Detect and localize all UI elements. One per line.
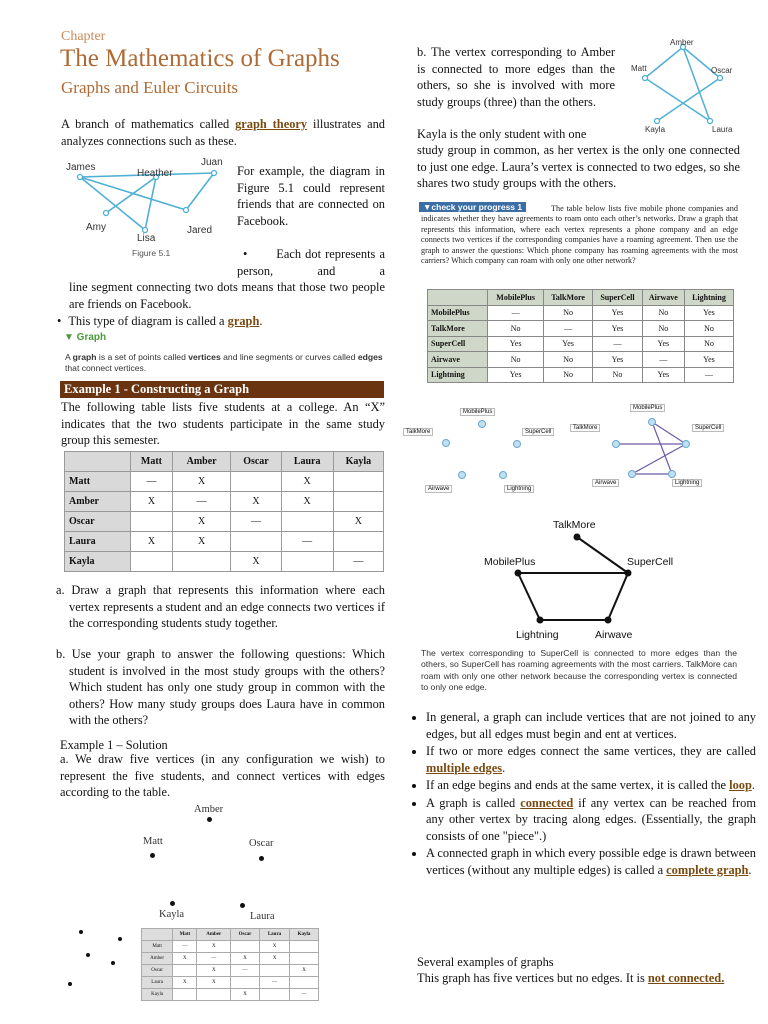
label-james: James [66,162,96,173]
roaming-table-cell: Yes [642,336,684,352]
mini-table-cell: X [259,953,289,965]
study-table-cell: X [172,472,231,492]
example1-intro: The following table lists five students at a college. An “X” indicates that the two students participate in the same study group this semester. [61,400,385,447]
graph-term: graph [227,314,260,328]
roaming-table-cell: Yes [684,352,733,368]
roaming-table-cell: — [684,367,733,383]
roaming-table-cell: No [684,321,733,337]
diagram-called-post: . [259,314,263,328]
roaming-table-col-header: Lightning [684,290,733,306]
label-heather: Heather [137,168,173,179]
roaming-table-cell: SuperCell [428,336,488,352]
study-table-cell [231,472,281,492]
mini-table-cell [173,965,197,977]
study-table-row [65,552,384,572]
pent-laura: Laura [712,125,733,134]
study-table-row [65,532,384,552]
pg1-mobileplus: MobilePlus [460,408,495,416]
mini-table-cell: X [197,941,231,953]
graph-definition-heading: ▼ Graph [64,332,107,343]
study-group-table [64,451,384,572]
roaming-table-row [428,321,734,337]
study-table-cell [131,512,173,532]
pg1-supercell: SuperCell [522,428,554,436]
study-table-col-header: Kayla [333,452,383,472]
roaming-table-col-header: MobilePlus [488,290,544,306]
example1-banner: Example 1 - Constructing a Graph [60,381,384,398]
pg1-lightning: Lightning [504,485,534,493]
pg2-mobileplus: MobilePlus [630,404,665,412]
pg2-lightning: Lightning [672,479,702,487]
roaming-table-cell: No [544,352,593,368]
study-table-col-header [65,452,131,472]
roaming-table-cell: Yes [684,305,733,321]
mini-table-cell: X [231,989,260,1001]
chapter-label: Chapter [61,29,106,44]
mini-table-cell [259,965,289,977]
roaming-answer-graph [500,525,670,640]
mini-table-row [142,953,319,965]
examples-heading: Several examples of graphs [417,955,554,969]
label-laura: Laura [250,911,275,922]
mini-table-cell [290,953,319,965]
vertex-james [78,175,83,180]
pent-kayla: Kayla [645,125,666,134]
roaming-table-cell: Yes [593,305,643,321]
roaming-table-cell: No [642,321,684,337]
study-table-cell: — [131,472,173,492]
roaming-table-cell: No [684,336,733,352]
vertex-juan [212,171,217,176]
roaming-table-cell: No [488,352,544,368]
mini-table-col-header: Laura [259,929,289,941]
vertex-matt [150,853,155,858]
study-table-cell [172,552,231,572]
vertex-amber [207,817,212,822]
roaming-table-row [428,367,734,383]
diagram-called-pre: This type of diagram is called a [68,314,228,328]
mini-table-cell: X [231,953,260,965]
check-progress-banner: ▼check your progress 1 [419,202,526,212]
ag-lightning: Lightning [516,629,559,641]
mini-table-row [142,977,319,989]
study-table-cell: X [172,532,231,552]
mini-table-row [142,941,319,953]
roaming-table-cell: Yes [593,321,643,337]
study-table-row [65,472,384,492]
label-matt: Matt [143,836,163,847]
roaming-table-cell: No [593,367,643,383]
mini-table-col-header [142,929,173,941]
label-amy: Amy [86,222,106,233]
mini-table-col-header: Oscar [231,929,260,941]
roaming-table-row [428,336,734,352]
study-table-cell [333,532,383,552]
question-b: b. Use your graph to answer the following questions: Which student is involved in the most study groups with the others? Which student has only one study group in common with the others? How many study groups does Laura have in common with the others? [56,647,385,727]
solution-a: a. We draw five vertices (in any configuration we wish) to represent the five students, and connect vertices with edges according to the table. [60,752,385,799]
mini-table-cell: — [197,953,231,965]
label-oscar: Oscar [249,838,274,849]
study-table-cell [281,552,333,572]
label-amber: Amber [194,804,224,815]
study-table-col-header: Amber [172,452,231,472]
study-table-cell: X [231,492,281,512]
study-table-cell: Amber [65,492,131,512]
label-lisa: Lisa [137,233,156,244]
mini-table-cell [173,989,197,1001]
mini-table-cell: X [290,965,319,977]
ag-talkmore: TalkMore [553,519,596,531]
study-table-cell: X [281,472,333,492]
study-table-cell: X [231,552,281,572]
roaming-table-cell: Yes [488,336,544,352]
graph-definition-text: A graph is a set of points called vertices and line segments or curves called edges that connect vertices. [65,352,383,373]
inline-bullet: • [243,247,248,261]
mini-table-cell [290,977,319,989]
study-table-col-header: Matt [131,452,173,472]
study-table-cell: — [281,532,333,552]
complete-graph-term: complete graph [666,862,749,877]
pg2-supercell: SuperCell [692,424,724,432]
example-paragraph: For example, the diagram in Figure 5.1 could represent friends that are connected on Facebook. [237,164,385,228]
loop-term: loop [729,778,752,792]
fact-item: • If two or more edges connect the same vertices, they are called multiple edges. [426,743,756,776]
pent-matt: Matt [631,64,647,73]
pg1-airwave: Airwave [425,485,452,493]
mini-table-row [142,965,319,977]
mini-table-cell: X [197,977,231,989]
ag-airwave: Airwave [595,629,633,641]
progress-text: The table below lists five mobile phone companies and indicates whether they have agreements to roam onto each other’s networks. Draw a graph that represents this information, where each vertex represents a phone company and an edge connects two vertices if the corresponding companies have a roaming agreement. Then use the graph to answer the questions: Which phone company has roaming agreements with the most carriers? Which company can roam with only one other network? [421,204,738,266]
kayla-paragraph: study group in common, as her vertex is the only one connected to just one edge. Laura’s vertex is connected to two edges, so she shares two study groups with the others. [417,143,740,190]
roaming-table-cell: Yes [544,336,593,352]
mini-table [141,928,319,1001]
roaming-table-cell: No [544,367,593,383]
mini-table-cell: X [173,977,197,989]
fact-item: • A graph is called connected if any vertex can be reached from any other vertex by tracing along edges. (Essentially, the graph consists of one "piece".) [426,795,756,845]
study-table-cell: X [131,492,173,512]
roaming-table-cell: Yes [593,352,643,368]
roaming-table-cell: No [488,321,544,337]
mini-table-cell: Kayla [142,989,173,1001]
mini-table-col-header: Kayla [290,929,319,941]
study-table-cell: — [231,512,281,532]
roaming-table-cell: MobilePlus [428,305,488,321]
vertex-jared [184,208,189,213]
study-table-cell [333,492,383,512]
solution-heading: Example 1 – Solution [60,738,168,752]
student-pentagon-graph [625,33,750,138]
mini-table-cell: Oscar [142,965,173,977]
roaming-table [427,289,734,383]
roaming-table-cell: — [544,321,593,337]
study-table-row [65,512,384,532]
roaming-table-cell: Lightning [428,367,488,383]
roaming-table-col-header: TalkMore [544,290,593,306]
pg2-airwave: Airwave [592,479,619,487]
pent-oscar: Oscar [711,66,733,75]
study-table-cell: — [333,552,383,572]
roaming-table-row [428,305,734,321]
page-title: The Mathematics of Graphs [60,45,340,72]
mini-table-cell: — [290,989,319,1001]
fact-item: • In general, a graph can include vertices that are not joined to any edges, but all edges must begin and ent at vertices. [426,709,756,742]
vertex-lisa [143,228,148,233]
label-juan: Juan [201,157,223,168]
pg1-talkmore: TalkMore [403,428,433,436]
label-jared: Jared [187,225,213,236]
ag-mobileplus: MobilePlus [484,556,536,568]
study-table-cell: Kayla [65,552,131,572]
figure-caption: Figure 5.1 [132,248,171,258]
graph-facts-list [410,709,756,879]
roaming-table-cell: No [544,305,593,321]
answer-text: The vertex corresponding to SuperCell is connected to more edges than the others, so SuperCell has roaming agreements with the most carriers. TalkMore can roam with only one other network because the corresponding vertex is connected to only one edge. [421,648,737,692]
answer-b-paragraph: b. The vertex corresponding to Amber is connected to more edges than the others, so she is involved with more study groups (three) than the others. [417,45,615,109]
mini-table-col-header: Amber [197,929,231,941]
study-table-cell: X [281,492,333,512]
intro-paragraph [61,116,385,149]
multiple-edges-term: multiple edges [426,760,503,775]
not-connected-term: not connected. [647,971,725,985]
mini-table-cell: X [197,965,231,977]
question-a: a. Draw a graph that represents this information where each vertex represents a student and an edge connects two vertices if the corresponding students study together. [56,583,385,630]
mini-table-cell: Laura [142,977,173,989]
study-table-cell: Matt [65,472,131,492]
connected-term: connected [520,795,574,810]
each-dot-text: Each dot represents a person, and a [237,247,386,278]
roaming-table-cell: Yes [488,367,544,383]
mini-table-cell: X [259,941,289,953]
pg2-talkmore: TalkMore [570,424,600,432]
roaming-table-cell: — [488,305,544,321]
study-table-col-header: Laura [281,452,333,472]
mini-table-cell: — [173,941,197,953]
study-table-row [65,492,384,512]
mini-table-cell: — [231,965,260,977]
mini-table-cell: Matt [142,941,173,953]
label-kayla: Kayla [159,909,185,920]
roaming-table-cell: Yes [642,367,684,383]
each-dot-line [237,246,385,279]
roaming-table-cell: No [642,305,684,321]
study-table-cell [333,472,383,492]
mini-table-cell: Amber [142,953,173,965]
roaming-table-row [428,352,734,368]
roaming-table-cell: — [593,336,643,352]
roaming-table-col-header [428,290,488,306]
study-table-cell [281,512,333,532]
roaming-table-col-header: Airwave [642,290,684,306]
mini-table-cell [259,989,289,1001]
study-table-cell: X [131,532,173,552]
study-table-cell: Oscar [65,512,131,532]
examples-line: This graph has five vertices but no edges. It is not connected. [417,971,725,985]
mini-table-row [142,989,319,1001]
pent-amber: Amber [670,38,694,47]
vertex-kayla [170,901,175,906]
line-segment-paragraph: line segment connecting two dots means that those two people are friends on Facebook. [69,280,385,311]
mini-table-cell [197,989,231,1001]
mini-table-cell: X [173,953,197,965]
intro-pre: A branch of mathematics called [61,117,236,131]
vertex-laura [240,903,245,908]
graph-theory-term: graph theory [235,117,308,131]
roaming-table-cell: Airwave [428,352,488,368]
diagram-called-line: • This type of diagram is called a graph. [57,314,263,328]
study-table-cell: Laura [65,532,131,552]
study-table-cell: X [172,512,231,532]
mini-table-col-header: Matt [173,929,197,941]
fact-item: • If an edge begins and ends at the same vertex, it is called the loop. [426,777,756,794]
fact-item: • A connected graph in which every possible edge is drawn between vertices (without any multiple edges) is called a complete graph. [426,845,756,878]
ag-supercell: SuperCell [627,556,674,568]
roaming-table-cell: TalkMore [428,321,488,337]
kayla-line-1: Kayla is the only student with one [417,127,587,141]
roaming-table-col-header: SuperCell [593,290,643,306]
study-table-cell [231,532,281,552]
mini-table-cell [231,977,260,989]
study-table-col-header: Oscar [231,452,281,472]
page-subtitle: Graphs and Euler Circuits [61,78,239,97]
vertex-amy [104,211,109,216]
study-table-cell: — [172,492,231,512]
mini-table-cell: — [259,977,289,989]
study-table-cell: X [333,512,383,532]
study-table-cell [131,552,173,572]
mini-table-cell [231,941,260,953]
roaming-table-cell: — [642,352,684,368]
intro-post: illustrates and analyzes connections such as these. [61,117,385,148]
vertex-oscar [259,856,264,861]
mini-table-cell [290,941,319,953]
